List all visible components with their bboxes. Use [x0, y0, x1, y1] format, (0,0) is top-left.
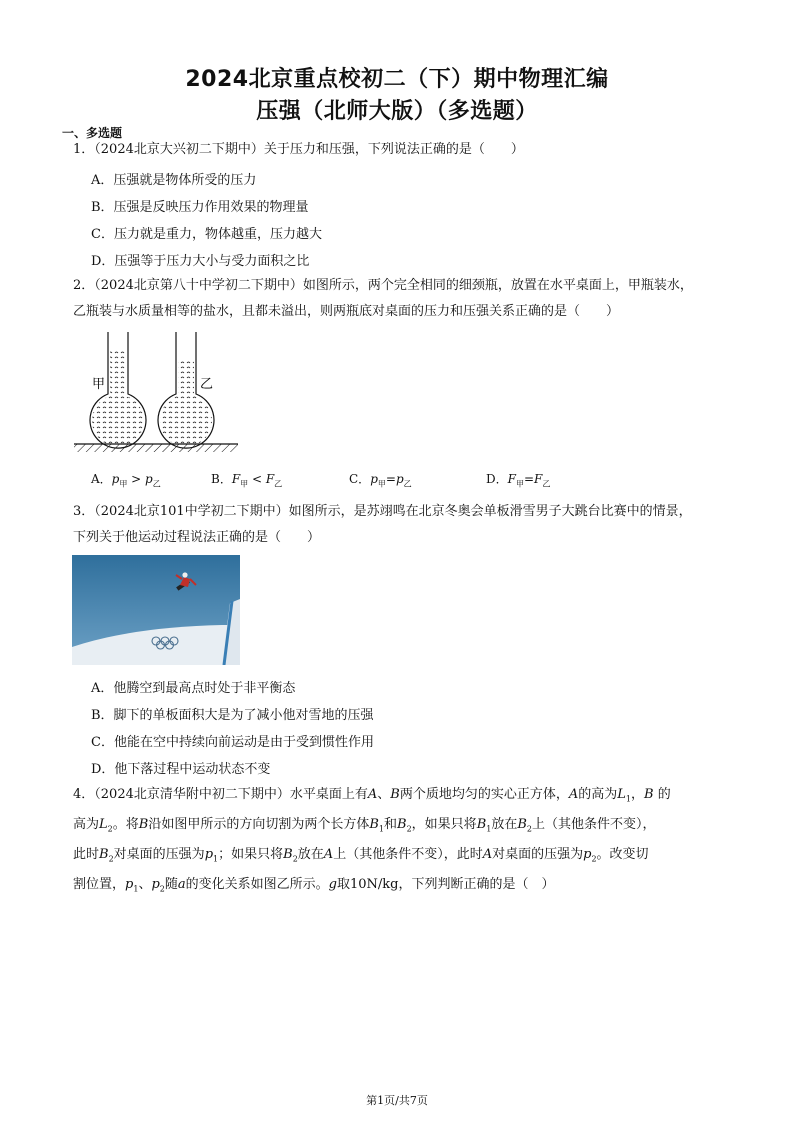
question-1-stem: 1．（2024北京大兴初二下期中）关于压力和压强，下列说法正确的是（ ） [73, 142, 524, 157]
q2-option-d: D．$F_甲=F_乙$ [486, 472, 551, 489]
q2-option-a: A．$p_甲 > p_乙$ [91, 472, 161, 489]
page-footer: 第1页/共7页 [366, 1094, 428, 1107]
snowboard-photo [72, 555, 240, 665]
q1-option-a: A．压强就是物体所受的压力 [91, 173, 257, 188]
label-yi: 乙 [200, 377, 214, 392]
question-3-stem-line2: 下列关于他运动过程说法正确的是（ ） [73, 530, 321, 545]
q2-option-b: B．$F_甲 < F_乙$ [211, 472, 283, 489]
question-4-line1: 4．（2024北京清华附中初二下期中）水平桌面上有A、B两个质地均匀的实心正方体，A的高为$L_1$，B 的 [73, 787, 671, 804]
question-3-stem-line1: 3．（2024北京101中学初二下期中）如图所示，是苏翊鸣在北京冬奥会单板滑雪男子大跳台比赛中的情景， [73, 504, 692, 519]
q1-option-c: C．压力就是重力，物体越重，压力越大 [91, 227, 322, 242]
question-4-line3: 此时$B_2$对桌面的压强为$p_1$；如果只将$B_2$放在A上（其他条件不变），此时A对桌面的压强为$p_2$。改变切 [73, 847, 649, 864]
q1-option-b: B．压强是反映压力作用效果的物理量 [91, 200, 309, 215]
question-2-stem-line1: 2．（2024北京第八十中学初二下期中）如图所示，两个完全相同的细颈瓶，放置在水平桌面上，甲瓶装水， [73, 278, 693, 293]
section-heading: 一、多选题 [62, 126, 123, 140]
q3-option-c: C．他能在空中持续向前运动是由于受到惯性作用 [91, 735, 374, 750]
q3-option-d: D．他下落过程中运动状态不变 [91, 762, 271, 777]
page-title: 2024北京重点校初二（下）期中物理汇编 [185, 67, 609, 92]
q3-option-a: A．他腾空到最高点时处于非平衡态 [91, 681, 296, 696]
question-4-line4: 割位置，$p_1$、$p_2$随a的变化关系如图乙所示。g取10N/kg，下列判断正确的是（ ） [73, 877, 555, 894]
flask-figure [72, 330, 242, 455]
q3-option-b: B．脚下的单板面积大是为了减小他对雪地的压强 [91, 708, 374, 723]
question-4-line2: 高为$L_2$。将B沿如图甲所示的方向切割为两个长方体$B_1$和$B_2$，如果只将$B_1$放在$B_2$上（其他条件不变）， [73, 817, 656, 834]
label-jia: 甲 [92, 377, 106, 392]
page-subtitle: 压强（北师大版）（多选题） [256, 99, 538, 124]
question-2-stem-line2: 乙瓶装与水质量相等的盐水，且都未溢出，则两瓶底对桌面的压力和压强关系正确的是（ ） [73, 304, 620, 319]
q1-option-d: D．压强等于压力大小与受力面积之比 [91, 254, 310, 269]
q2-option-c: C．$p_甲=p_乙$ [349, 472, 412, 489]
